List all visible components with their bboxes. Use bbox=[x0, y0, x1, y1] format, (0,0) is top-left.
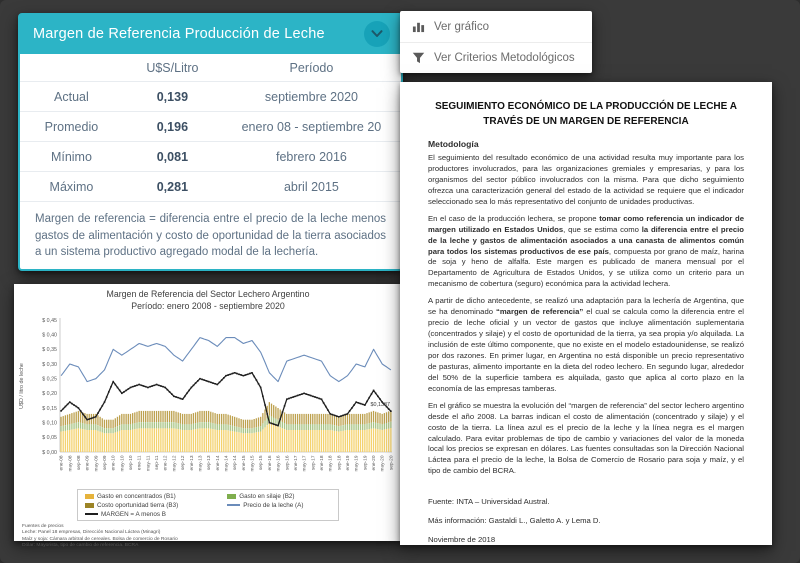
panel-title: Margen de Referencia Producción de Leche bbox=[33, 26, 325, 42]
svg-text:sep-14: sep-14 bbox=[233, 455, 239, 470]
text-run: , compuesta por grano de maíz, harina de soja y heno de alfalfa. Este margen es publicado de manera mensual por el Departamento de Agricultura de Estados Unidos, y se utiliza como un criterio para un mecanismo de cobertura (seguro) económica para la actividad lechera. bbox=[428, 246, 744, 289]
bold-run: la diferencia entre el precio de la leche y gastos de alimentación asociados a una canasta de alimentos común para todos los sistemas productivos de ese país bbox=[428, 224, 744, 256]
col-header-periodo: Período bbox=[289, 60, 334, 75]
row-label: Mínimo bbox=[50, 149, 92, 164]
legend-label: Gasto en concentrados (B1) bbox=[97, 492, 176, 500]
summary-card-header bbox=[19, 14, 402, 54]
legend-swatch-icon bbox=[85, 513, 98, 515]
text-run: el cual se calcula como la diferencia entre el precio de leche oficial y un vector de gastos que incluye alimentación suplementaria (concentrados y silaje) y el costo de oportunidad de la tierra, ya sea propia y/o alquilada. La inclusión de este último componente, que no existe en el modelo estadounidense, se realizó por dos razones. En primer lugar, en Argentina no está disponible un precio representativo de pasturas, alimento importante en la dieta del rodeo lechero. En segundo lugar, alrededor del 50% de la superficie tambera es alquilada, gasto que aplica al corto plazo en la economía de las empresas tamberas. bbox=[428, 307, 744, 393]
svg-text:ene-13: ene-13 bbox=[189, 455, 195, 471]
legend-swatch-icon bbox=[227, 494, 236, 499]
row-period: abril 2015 bbox=[283, 179, 339, 194]
table-row-minimo bbox=[20, 142, 401, 172]
svg-text:ene-10: ene-10 bbox=[111, 455, 117, 471]
row-period: septiembre 2020 bbox=[264, 89, 358, 104]
svg-text:ene-18: ene-18 bbox=[320, 455, 325, 471]
svg-text:ene-19: ene-19 bbox=[346, 455, 351, 471]
text-run: , que se estima como bbox=[563, 224, 642, 234]
row-period: enero 08 - septiembre 20 bbox=[241, 119, 382, 134]
svg-text:may-08: may-08 bbox=[68, 455, 74, 472]
footnote-line: Leche: Panel 18 empresas, Dirección Nacional Láctea (Minagri) bbox=[22, 530, 161, 536]
svg-text:may-18: may-18 bbox=[328, 455, 334, 472]
legend-label: Gasto en silaje (B2) bbox=[239, 492, 295, 500]
menu-item-ver-grafico[interactable] bbox=[400, 11, 592, 42]
row-value: 0,139 bbox=[156, 89, 189, 104]
table-row-maximo bbox=[20, 172, 401, 202]
footnote-line: Fuentes de precios bbox=[22, 523, 64, 529]
filter-icon bbox=[412, 52, 425, 64]
svg-text:sep-17: sep-17 bbox=[311, 455, 317, 470]
row-value: 0,196 bbox=[156, 119, 189, 134]
svg-text:$ 0,15: $ 0,15 bbox=[42, 405, 57, 412]
text-run: En el caso de la producción lechera, se propone bbox=[428, 213, 600, 223]
legend-item bbox=[85, 493, 225, 500]
svg-text:$ 0,35: $ 0,35 bbox=[42, 346, 57, 353]
row-period: febrero 2016 bbox=[275, 149, 347, 164]
menu-item-label: Ver Criterios Metodológicos bbox=[434, 52, 575, 64]
document-title: SEGUIMIENTO ECONÓMICO DE LA PRODUCCIÓN DE LECHE A TRAVÉS DE UN MARGEN DE REFERENCIA bbox=[435, 101, 737, 127]
svg-text:may-17: may-17 bbox=[302, 455, 308, 472]
bold-run: “margen de referencia” bbox=[496, 307, 584, 317]
paragraph-2 bbox=[428, 214, 744, 291]
svg-text:$0,1387: $0,1387 bbox=[370, 401, 390, 408]
svg-text:may-11: may-11 bbox=[146, 455, 152, 471]
svg-text:may-13: may-13 bbox=[198, 455, 204, 472]
svg-text:ene-11: ene-11 bbox=[137, 455, 143, 470]
chevron-down-icon bbox=[371, 30, 383, 38]
svg-text:ene-15: ene-15 bbox=[241, 455, 247, 471]
text-run: A partir de dicho antecedente, se realizó una adaptación para la lechería de Argentina, que se ha denominado bbox=[428, 296, 744, 317]
row-label: Promedio bbox=[44, 119, 99, 134]
footnote-line: Maíz y soja: Cámara arbitral de cereales. Bolsa de comercio de Rosario bbox=[22, 536, 178, 542]
svg-text:sep-16: sep-16 bbox=[285, 455, 291, 470]
svg-text:ene-12: ene-12 bbox=[163, 455, 169, 471]
legend-swatch-icon bbox=[85, 503, 94, 508]
svg-text:sep-20: sep-20 bbox=[389, 455, 395, 470]
svg-text:$ 0,40: $ 0,40 bbox=[42, 332, 57, 339]
document-meta bbox=[428, 497, 744, 544]
svg-text:ene-08: ene-08 bbox=[59, 455, 65, 471]
table-header-row bbox=[20, 54, 401, 82]
chart-footnotes bbox=[14, 521, 402, 550]
menu-item-label: Ver gráfico bbox=[434, 20, 489, 33]
more-info-line: Más información: Gastaldi L., Galetto A. y Lema D. bbox=[428, 516, 601, 526]
svg-text:sep-13: sep-13 bbox=[207, 455, 213, 470]
col-header-uss-litro: U$S/Litro bbox=[146, 60, 199, 75]
svg-text:may-12: may-12 bbox=[172, 455, 178, 472]
bar-chart-icon bbox=[412, 20, 425, 33]
legend-item bbox=[227, 493, 333, 500]
legend-label: MARGEN = A menos B bbox=[101, 510, 166, 518]
svg-text:sep-12: sep-12 bbox=[181, 455, 187, 470]
bold-run: tomar como referencia un indicador de margen utilizado en Estados Unidos bbox=[428, 213, 744, 234]
svg-text:sep-19: sep-19 bbox=[363, 455, 369, 470]
menu-item-ver-criterios[interactable] bbox=[400, 43, 592, 73]
collapse-button[interactable] bbox=[364, 21, 390, 47]
footnote-line: Dólar: Mayorista, tipo de cambio de referencia. BCRA bbox=[22, 542, 139, 548]
legend-swatch-icon bbox=[85, 494, 94, 499]
paragraph-3 bbox=[428, 296, 744, 394]
context-menu bbox=[400, 11, 592, 73]
definition-note: Margen de referencia = diferencia entre el precio de la leche menos gastos de alimentación y costo de oportunidad de la tierra asociados a un sistema productivo agregado modal de la lechería. bbox=[35, 213, 386, 259]
chart-card bbox=[14, 284, 402, 548]
svg-text:U$D / litro de leche: U$D / litro de leche bbox=[19, 362, 25, 409]
svg-text:sep-15: sep-15 bbox=[259, 455, 265, 470]
legend-item bbox=[227, 502, 333, 509]
svg-text:ene-20: ene-20 bbox=[372, 455, 378, 471]
svg-text:sep-10: sep-10 bbox=[129, 455, 134, 470]
svg-text:$ 0,45: $ 0,45 bbox=[42, 317, 57, 324]
svg-text:$ 0,30: $ 0,30 bbox=[42, 361, 57, 368]
svg-text:may-20: may-20 bbox=[380, 455, 386, 472]
summary-card bbox=[18, 13, 403, 271]
svg-text:$ 0,00: $ 0,00 bbox=[42, 449, 57, 456]
legend-label: Precio de la leche (A) bbox=[243, 501, 304, 509]
legend-item bbox=[85, 511, 225, 518]
chart-subtitle: Período: enero 2008 - septiembre 2020 bbox=[131, 300, 285, 311]
svg-text:ene-16: ene-16 bbox=[267, 455, 273, 471]
row-value: 0,081 bbox=[156, 149, 189, 164]
chart-title: Margen de Referencia del Sector Lechero Argentino bbox=[106, 289, 310, 299]
chart-legend bbox=[77, 489, 339, 521]
svg-text:may-19: may-19 bbox=[354, 455, 360, 472]
legend-label: Costo oportunidad tierra (B3) bbox=[97, 501, 179, 509]
date-line: Noviembre de 2018 bbox=[428, 535, 496, 545]
svg-text:sep-08: sep-08 bbox=[76, 455, 82, 470]
svg-text:sep-11: sep-11 bbox=[155, 455, 161, 470]
legend-swatch-icon bbox=[227, 504, 240, 506]
svg-text:sep-18: sep-18 bbox=[337, 455, 343, 470]
chart-plot-area bbox=[14, 314, 402, 488]
row-label: Máximo bbox=[49, 179, 94, 194]
svg-text:ene-17: ene-17 bbox=[293, 455, 299, 471]
svg-text:may-16: may-16 bbox=[276, 455, 282, 472]
svg-text:may-15: may-15 bbox=[250, 455, 256, 472]
svg-text:$ 0,05: $ 0,05 bbox=[42, 434, 57, 441]
document-heading: Metodología bbox=[428, 139, 479, 149]
svg-text:may-14: may-14 bbox=[224, 455, 230, 472]
svg-text:may-10: may-10 bbox=[120, 455, 126, 472]
source-line: Fuente: INTA – Universidad Austral. bbox=[428, 497, 550, 507]
table-row-promedio bbox=[20, 112, 401, 142]
svg-text:$ 0,10: $ 0,10 bbox=[42, 420, 57, 427]
summary-table bbox=[20, 54, 401, 202]
svg-text:may-09: may-09 bbox=[94, 455, 100, 472]
table-row-actual bbox=[20, 82, 401, 112]
row-value: 0,281 bbox=[156, 179, 189, 194]
svg-text:ene-14: ene-14 bbox=[215, 455, 221, 471]
methodology-document bbox=[400, 82, 772, 545]
row-label: Actual bbox=[54, 89, 89, 104]
chart-title-block bbox=[14, 284, 402, 313]
legend-item bbox=[85, 502, 225, 509]
svg-text:$ 0,25: $ 0,25 bbox=[42, 376, 57, 383]
paragraph-1: El seguimiento del resultado económico de una actividad resulta muy importante para los productores involucrados, para las organizaciones gremiales y empresarias, y para los organismos del sector público involucrados con la misma. Para que dicho seguimiento ofrezca una caracterización general del estado de la actividad se requiere que el indicador seleccionado sea lo más representativo del conjunto de unidades productivas. bbox=[428, 153, 744, 206]
paragraph-4: En el gráfico se muestra la evolución del “margen de referencia” del sector lechero argentino desde el año 2008. La barras indican el costo de alimentación (concentrado y silaje) y el costo de la tierra. La línea azul es el precio de la leche y la línea negra es el margen calculado. Para evitar problemas de tipo de cambio y variaciones del valor de la moneda local los precios se expresan en dólares. Las fuentes consultadas son la Dirección Nacional Láctea para el precio de la leche, la Bolsa de Comercio de Rosario para soja y maíz, y el tipo de cambio del BCRA. bbox=[428, 400, 744, 476]
svg-text:$ 0,20: $ 0,20 bbox=[42, 390, 57, 397]
svg-text:ene-09: ene-09 bbox=[85, 455, 91, 471]
svg-text:sep-09: sep-09 bbox=[103, 455, 108, 470]
